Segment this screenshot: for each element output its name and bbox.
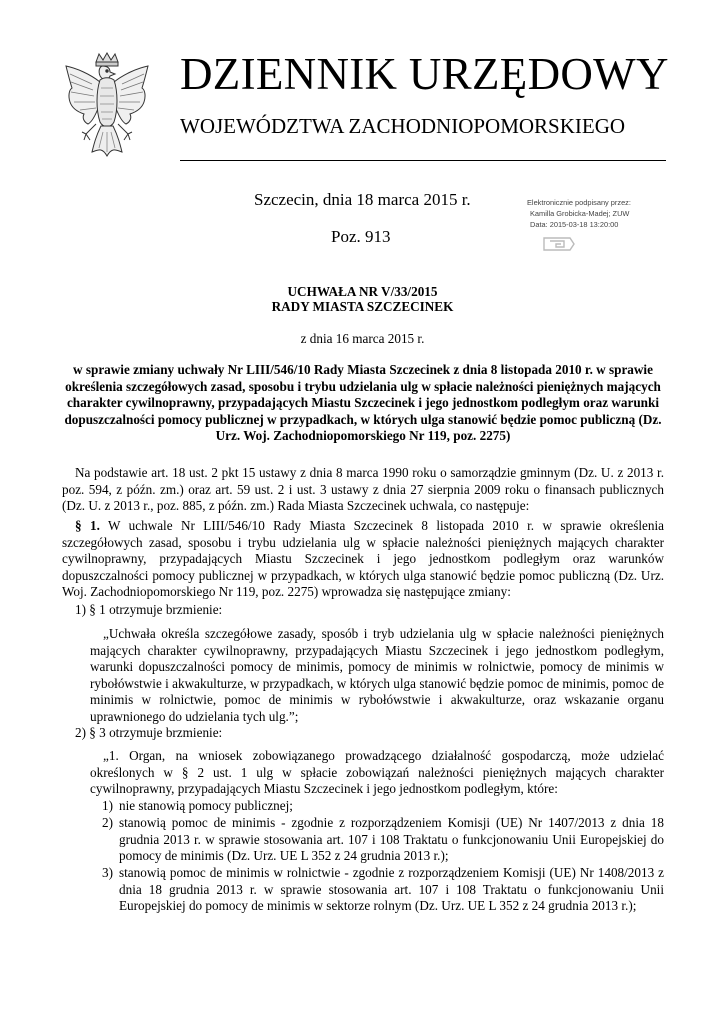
list-item-text: stanowią pomoc de minimis - zgodnie z rozporządzeniem Komisji (UE) Nr 1407/2013 z dnia 18 grudnia 2013 r. w sprawie stosowania art. 107 i 108 Traktatu o funkcjonowaniu Unii Europejskiej do pomocy de minimis (Dz. Urz. UE L 352 z 24 grudnia 2013 r.); xyxy=(119,815,664,864)
change-1-label: 1) § 1 otrzymuje brzmienie: xyxy=(75,602,223,617)
list-item xyxy=(102,798,664,815)
list-item xyxy=(102,815,664,865)
masthead-divider xyxy=(180,160,666,161)
resolution-issuer: RADY MIASTA SZCZECINEK xyxy=(271,299,454,314)
list-item xyxy=(102,865,664,915)
section-1-paragraph xyxy=(62,518,664,601)
position-number: Poz. 913 xyxy=(331,227,391,246)
change-2-intro: „1. Organ, na wniosek zobowiązanego prowadzącego działalność gospodarczą, może udzielać określonych w § 2 ust. 1 ulg w spłacie zobowiązań należności pieniężnych mających charakter cywilnoprawny, przypadających Miastu Szczecinek i jego jednostkom podległym, które: xyxy=(90,748,664,797)
change-1-quote: „Uchwała określa szczegółowe zasady, sposób i tryb udzielania ulg w spłacie należności pieniężnych mających charakter cywilnoprawny, przypadających Miastu Szczecinek i jego jednostkom podległym, warunki dopuszczalności pomocy de minimis, pomocy de minimis w rolnictwie, pomocy de minimis w rybołówstwie i akwakulturze, w przypadkach, w których ulga stanowić będzie pomoc de minimis, pomoc de minimis w rolnictwie, pomoc de minimis w rybołówstwie i akwakulturze, oraz wskazanie organu uprawnionego do udzielania tych ulg.”; xyxy=(90,626,664,724)
list-item-number: 2) xyxy=(102,815,113,830)
list-item-number: 3) xyxy=(102,865,113,880)
preamble-paragraph: Na podstawie art. 18 ust. 2 pkt 15 ustawy z dnia 8 marca 1990 roku o samorządzie gminnym (Dz. U. z 2013 r. poz. 594, z późn. zm.) oraz art. 59 ust. 2 i ust. 3 ustawy z dnia 27 sierpnia 2009 roku o finansach publicznych (Dz. U. z 2013 r., poz. 885, z późn. zm.) Rada Miasta Szczecinek uchwala, co następuje: xyxy=(62,465,664,514)
journal-title: DZIENNIK URZĘDOWY xyxy=(180,49,669,99)
list-item-text: stanowią pomoc de minimis w rolnictwie - zgodnie z rozporządzeniem Komisji (UE) Nr 1408/2013 z dnia 18 grudnia 2013 r. w sprawie stosowania art. 107 i 108 Traktatu o funkcjonowaniu Unii Europejskiej do pomocy de minimis w sektorze rolnym (Dz. Urz. UE L 352 z 24 grudnia 2013 r.); xyxy=(119,865,664,914)
resolution-date: z dnia 16 marca 2015 r. xyxy=(300,331,425,346)
signature-label: Elektronicznie podpisany przez: xyxy=(527,198,631,207)
list-item-number: 1) xyxy=(102,798,113,813)
eagle-emblem-icon xyxy=(62,52,152,164)
section-1-label: § 1. xyxy=(75,518,100,533)
signature-date: Data: 2015-03-18 13:20:00 xyxy=(530,220,619,229)
change-2-label: 2) § 3 otrzymuje brzmienie: xyxy=(75,725,223,740)
signature-seal-icon xyxy=(540,234,578,254)
electronic-signature xyxy=(527,197,677,230)
resolution-title: UCHWAŁA NR V/33/2015 xyxy=(287,284,438,299)
journal-subtitle: WOJEWÓDZTWA ZACHODNIOPOMORSKIEGO xyxy=(180,114,626,138)
place-date: Szczecin, dnia 18 marca 2015 r. xyxy=(254,190,471,209)
list-item-text: nie stanowią pomocy publicznej; xyxy=(119,798,293,813)
section-1-text: W uchwale Nr LIII/546/10 Rady Miasta Szczecinek 8 listopada 2010 r. w sprawie określenia szczegółowych zasad, sposobu i trybu udzielania ulg w spłacie należności pieniężnych mających charakter cywilnoprawny, przypadających Miastu Szczecinek i jego jednostkom podległym oraz warunków dopuszczalności pomocy publicznej w przypadkach, w których ulga stanowić będzie pomoc publiczną (Dz. Urz. Woj. Zachodniopomorskiego Nr 119, poz. 2275) wprowadza się następujące zmiany: xyxy=(62,518,664,600)
signature-signer: Kamilla Grobicka-Madej; ZUW xyxy=(530,209,630,218)
resolution-subject: w sprawie zmiany uchwały Nr LIII/546/10 Rady Miasta Szczecinek z dnia 8 listopada 2010 r. w sprawie określenia szczegółowych zasad, sposobu i trybu udzielania ulg w spłacie należności pieniężnych mających charakter cywilnoprawny, przypadających Miastu Szczecinek i jego jednostkom podległym oraz warunki dopuszczalności pomocy publicznej w przypadkach, w których ulga stanowić będzie pomoc publiczną (Dz. Urz. Woj. Zachodniopomorskiego Nr 119, poz. 2275) xyxy=(64,362,662,443)
